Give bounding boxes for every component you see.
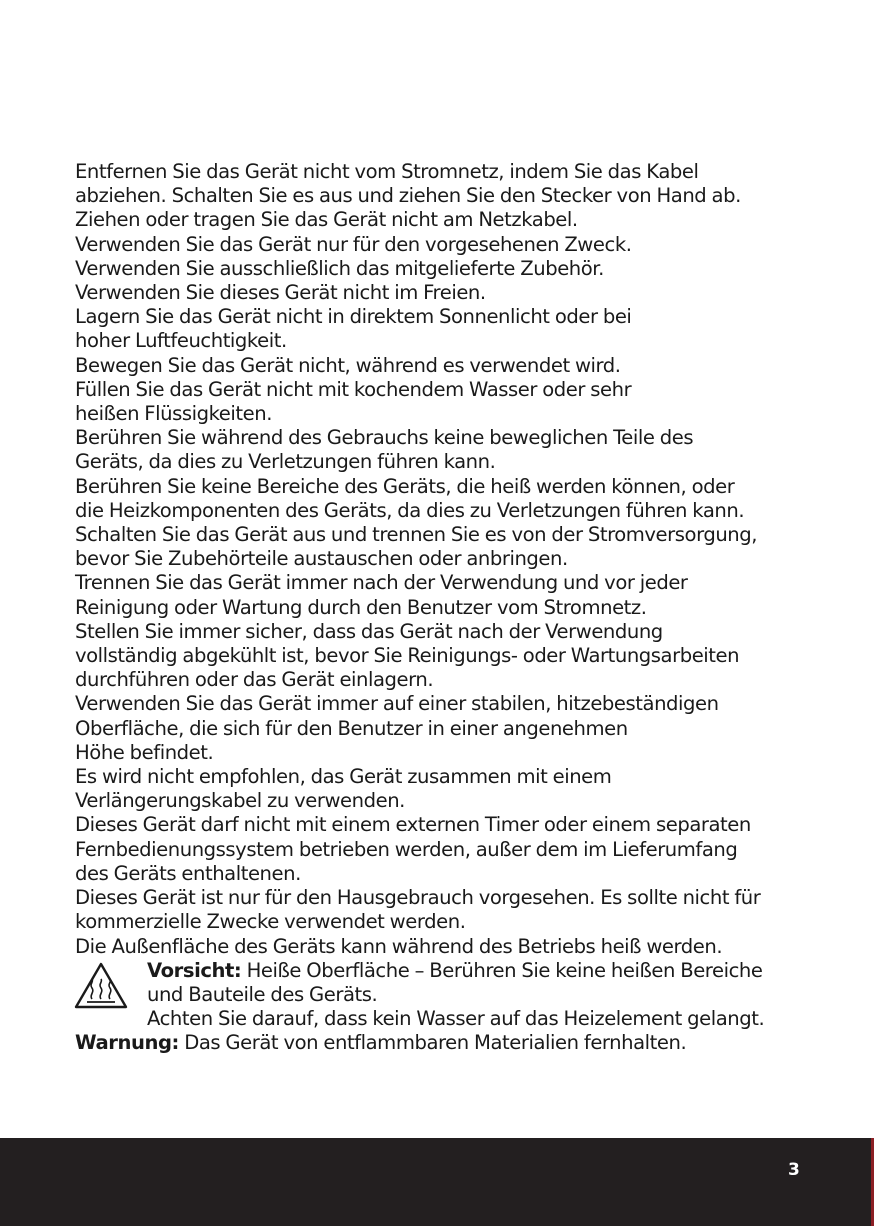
instruction-line: Füllen Sie das Gerät nicht mit kochendem Wasser oder sehr [75, 377, 632, 401]
safety-instructions [75, 160, 835, 1056]
instruction-line: Berühren Sie während des Gebrauchs keine beweglichen Teile des [75, 426, 694, 450]
caution-block [75, 959, 835, 1032]
instruction-item [75, 523, 835, 571]
warning-label: Warnung: [75, 1031, 179, 1055]
instruction-line: Verwenden Sie dieses Gerät nicht im Freien. [75, 281, 486, 305]
instruction-line: vollständig abgekühlt ist, bevor Sie Reinigungs- oder Wartungsarbeiten [75, 644, 740, 668]
instruction-line: Geräts, da dies zu Verletzungen führen kann. [75, 450, 496, 474]
instruction-item [75, 765, 835, 813]
instruction-line: Schalten Sie das Gerät aus und trennen Sie es von der Stromversorgung, [75, 523, 758, 547]
instruction-line: Fernbedienungssystem betrieben werden, außer dem im Lieferumfang [75, 837, 738, 861]
instruction-line: Berühren Sie keine Bereiche des Geräts, die heiß werden können, oder [75, 474, 735, 498]
instruction-line: Entfernen Sie das Gerät nicht vom Stromnetz, indem Sie das Kabel [75, 160, 699, 183]
instruction-item [75, 160, 835, 208]
warning-line [75, 1031, 835, 1055]
instruction-line: Lagern Sie das Gerät nicht in direktem Sonnenlicht oder bei [75, 305, 632, 329]
instruction-line: Verwenden Sie das Gerät nur für den vorgesehenen Zweck. [75, 232, 632, 256]
instruction-item [75, 208, 835, 232]
hot-surface-warning-icon [73, 961, 129, 1011]
instruction-item [75, 426, 835, 474]
instruction-item [75, 475, 835, 523]
instruction-item [75, 305, 835, 353]
instruction-line: Höhe befindet. [75, 740, 214, 764]
instruction-line: bevor Sie Zubehörteile austauschen oder anbringen. [75, 547, 568, 571]
instruction-line: Verwenden Sie ausschließlich das mitgelieferte Zubehör. [75, 256, 604, 280]
instruction-list [75, 160, 835, 959]
instruction-line: Es wird nicht empfohlen, das Gerät zusammen mit einem [75, 765, 612, 789]
warning-text: Das Gerät von entflammbaren Materialien fernhalten. [178, 1031, 687, 1055]
instruction-line: Die Außenfläche des Geräts kann während des Betriebs heiß werden. [75, 934, 723, 958]
instruction-item [75, 378, 835, 426]
instruction-line: Ziehen oder tragen Sie das Gerät nicht am Netzkabel. [75, 208, 578, 232]
caution-text-1: Heiße Oberfläche – Berühren Sie keine heißen Bereiche [241, 958, 763, 982]
instruction-line: hoher Luftfeuchtigkeit. [75, 329, 287, 353]
instruction-item [75, 813, 835, 886]
instruction-item [75, 354, 835, 378]
instruction-item [75, 620, 835, 693]
instruction-line: Oberfläche, die sich für den Benutzer in einer angenehmen [75, 716, 628, 740]
instruction-line: heißen Flüssigkeiten. [75, 402, 272, 426]
caution-line-2: und Bauteile des Geräts. [147, 982, 378, 1006]
instruction-line: Verwenden Sie das Gerät immer auf einer stabilen, hitzebeständigen [75, 692, 719, 716]
caution-line-1 [147, 959, 835, 983]
instruction-line: Bewegen Sie das Gerät nicht, während es verwendet wird. [75, 353, 621, 377]
caution-line-3: Achten Sie darauf, dass kein Wasser auf das Heizelement gelangt. [147, 1007, 765, 1031]
instruction-line: die Heizkomponenten des Geräts, da dies zu Verletzungen führen kann. [75, 498, 745, 522]
instruction-item [75, 692, 835, 765]
instruction-item [75, 233, 835, 257]
page-number: 3 [788, 1160, 800, 1180]
page-footer [0, 1138, 874, 1226]
instruction-line: Stellen Sie immer sicher, dass das Gerät nach der Verwendung [75, 619, 663, 643]
instruction-line: Verlängerungskabel zu verwenden. [75, 789, 405, 813]
instruction-item [75, 571, 835, 619]
instruction-line: Reinigung oder Wartung durch den Benutzer vom Stromnetz. [75, 595, 647, 619]
instruction-item [75, 935, 835, 959]
caution-label: Vorsicht: [147, 958, 242, 982]
instruction-item [75, 886, 835, 934]
instruction-line: kommerzielle Zwecke verwendet werden. [75, 910, 466, 934]
instruction-line: Dieses Gerät ist nur für den Hausgebrauch vorgesehen. Es sollte nicht für [75, 886, 761, 910]
instruction-line: durchführen oder das Gerät einlagern. [75, 668, 434, 692]
instruction-item [75, 281, 835, 305]
instruction-line: abziehen. Schalten Sie es aus und ziehen Sie den Stecker von Hand ab. [75, 184, 741, 208]
instruction-line: Dieses Gerät darf nicht mit einem externen Timer oder einem separaten [75, 813, 751, 837]
instruction-line: Trennen Sie das Gerät immer nach der Verwendung und vor jeder [75, 571, 688, 595]
instruction-line: des Geräts enthaltenen. [75, 861, 301, 885]
instruction-item [75, 257, 835, 281]
